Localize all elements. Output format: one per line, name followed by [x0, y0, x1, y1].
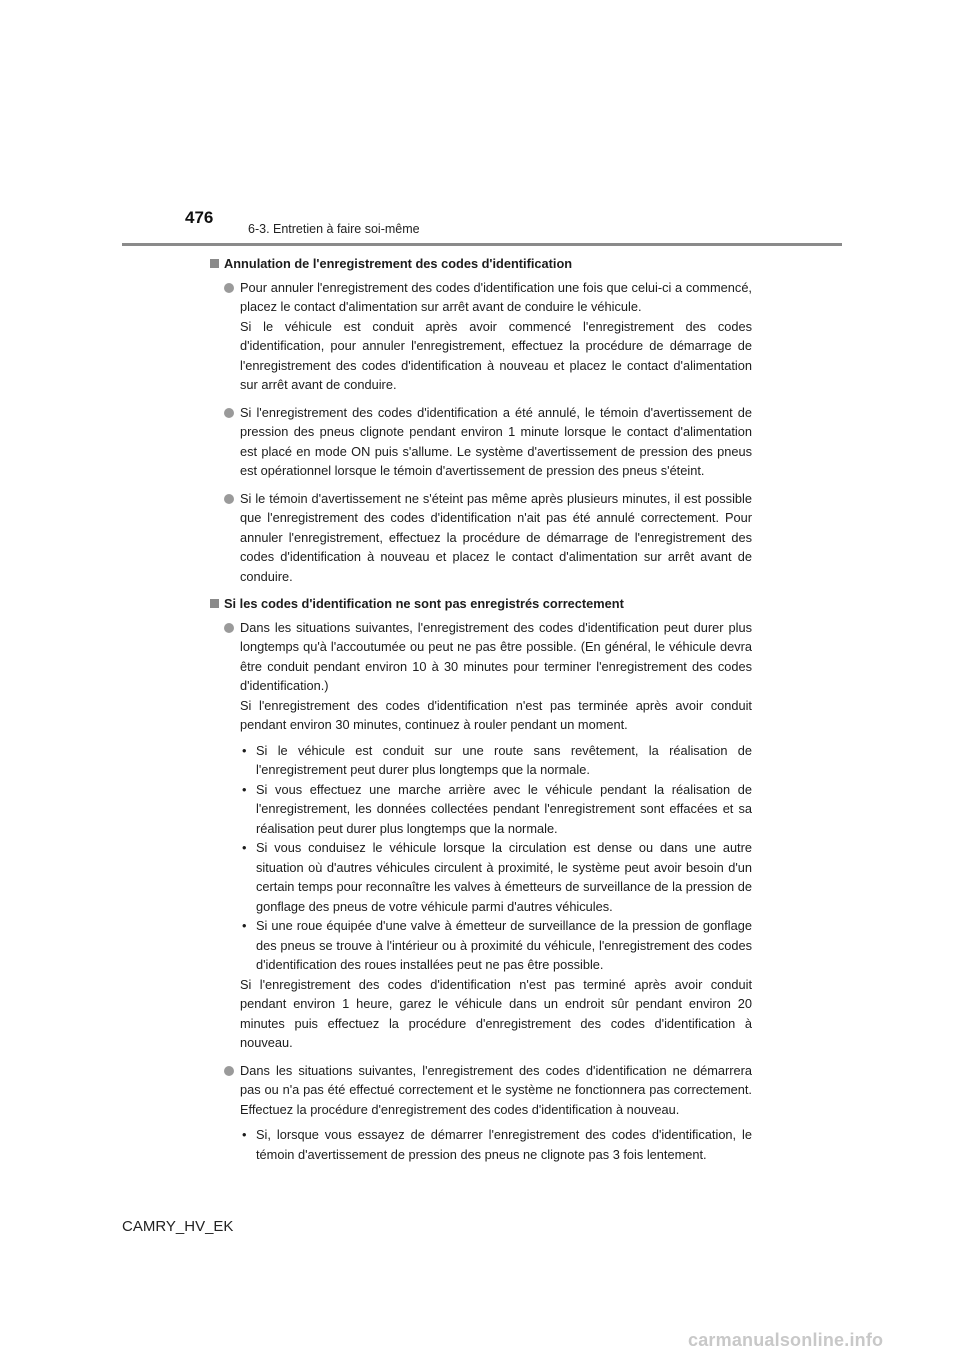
paragraph: Dans les situations suivantes, l'enregistrement des codes d'identification ne démarrera pas ou n'a pas été effectué correctement et le système ne fonctionnera pas correctement. Effectuez la procédure d'enregistrement des codes d'identification à nouveau. [240, 1062, 752, 1117]
section-heading [210, 254, 752, 274]
header-divider [122, 243, 842, 246]
list-item [210, 489, 752, 587]
circle-bullet-icon [224, 1066, 234, 1076]
circle-bullet-icon [224, 283, 234, 293]
sub-bullet-item [240, 1125, 752, 1164]
list-item [210, 1061, 752, 1165]
main-content [210, 254, 752, 1172]
section-heading-text: Si les codes d'identification ne sont pas enregistrés correctement [224, 596, 624, 611]
circle-bullet-icon [224, 408, 234, 418]
circle-bullet-icon [224, 494, 234, 504]
sub-bullet-text: Si vous conduisez le véhicule lorsque la circulation est dense ou dans une autre situation où d'autres véhicules circulent à proximité, le système peut avoir besoin d'un certain temps pour reconnaître les valves à émetteurs de surveillance de la pression de gonflage des pneus de votre véhicule parmi d'autres véhicules. [256, 840, 752, 914]
section-heading [210, 594, 752, 614]
page-number: 476 [185, 208, 214, 227]
paragraph: Pour annuler l'enregistrement des codes d'identification une fois que celui-ci a commencé, placez le contact d'alimentation sur arrêt avant de conduire le véhicule. [240, 279, 752, 314]
paragraph: Si le témoin d'avertissement ne s'éteint pas même après plusieurs minutes, il est possible que l'enregistrement des codes d'identification n'ait pas été annulé correctement. Pour annuler l'enregistrement, effectuez la procédure de démarrage de l'enregistrement des codes d'identification à nouveau et placez le contact d'alimentation sur arrêt avant de conduire. [240, 490, 752, 584]
sub-bullet-text: Si vous effectuez une marche arrière avec le véhicule pendant la réalisation de l'enregistrement, les données collectées pendant l'enregistrement sont effacées et sa réalisation peut durer plus longtemps que la normale. [256, 781, 752, 836]
sub-bullet-text: Si une roue équipée d'une valve à émetteur de surveillance de la pression de gonflage des pneus se trouve à l'intérieur ou à proximité du véhicule, l'enregistrement des codes d'identification des roues installées peut ne pas être possible. [256, 918, 752, 972]
dot-bullet-icon: • [242, 742, 247, 758]
dot-bullet-icon: • [242, 781, 247, 797]
sub-bullet-text: Si, lorsque vous essayez de démarrer l'enregistrement des codes d'identification, le témoin d'avertissement de pression des pneus ne clignote pas 3 fois lentement. [256, 1127, 752, 1162]
square-bullet-icon [210, 599, 219, 608]
paragraph: Si le véhicule est conduit après avoir commencé l'enregistrement des codes d'identification, pour annuler l'enregistrement, effectuez la procédure de démarrage de l'enregistrement des codes d'identification à nouveau et placez le contact d'alimentation sur arrêt avant de conduire. [240, 318, 752, 392]
sub-bullet-text: Si le véhicule est conduit sur une route sans revêtement, la réalisation de l'enregistrement peut durer plus longtemps que la normale. [256, 742, 752, 777]
paragraph: Si l'enregistrement des codes d'identification n'est pas terminée après avoir conduit pendant environ 30 minutes, continuez à rouler pendant un moment. [240, 697, 752, 732]
dot-bullet-icon: • [242, 1127, 247, 1142]
list-item [210, 618, 752, 1053]
section-heading-text: Annulation de l'enregistrement des codes d'identification [224, 256, 573, 271]
section-title: 6-3. Entretien à faire soi-même [248, 222, 420, 236]
watermark: carmanualsonline.info [688, 1330, 884, 1350]
dot-bullet-icon: • [242, 840, 247, 855]
paragraph: Si l'enregistrement des codes d'identification n'est pas terminé après avoir conduit pendant environ 1 heure, garez le véhicule dans un endroit sûr pendant environ 20 minutes puis effectuez la procédure d'enregistrement des codes d'identification à nouveau. [240, 976, 752, 1050]
paragraph: Dans les situations suivantes, l'enregistrement des codes d'identification peut durer plus longtemps qu'à l'accoutumée ou peut ne pas être possible. (En général, le véhicule devra être conduit pendant environ 10 à 30 minutes pour terminer l'enregistrement des codes d'identification.) [240, 619, 752, 693]
sub-bullet-list [240, 741, 752, 975]
footer-model-code: CAMRY_HV_EK [122, 1218, 234, 1235]
list-item [210, 403, 752, 481]
sub-bullet-list [240, 1125, 752, 1164]
dot-bullet-icon: • [242, 918, 247, 933]
circle-bullet-icon [224, 623, 234, 633]
list-item [210, 278, 752, 395]
sub-bullet-item [240, 741, 752, 780]
sub-bullet-item [240, 838, 752, 916]
sub-bullet-item [240, 916, 752, 975]
paragraph: Si l'enregistrement des codes d'identification a été annulé, le témoin d'avertissement de pression des pneus clignote pendant environ 1 minute lorsque le contact d'alimentation est placé en mode ON puis s'allume. Le système d'avertissement de pression des pneus est opérationnel lorsque le témoin d'avertissement de pression des pneus s'éteint. [240, 404, 752, 478]
sub-bullet-item [240, 780, 752, 839]
square-bullet-icon [210, 259, 219, 268]
